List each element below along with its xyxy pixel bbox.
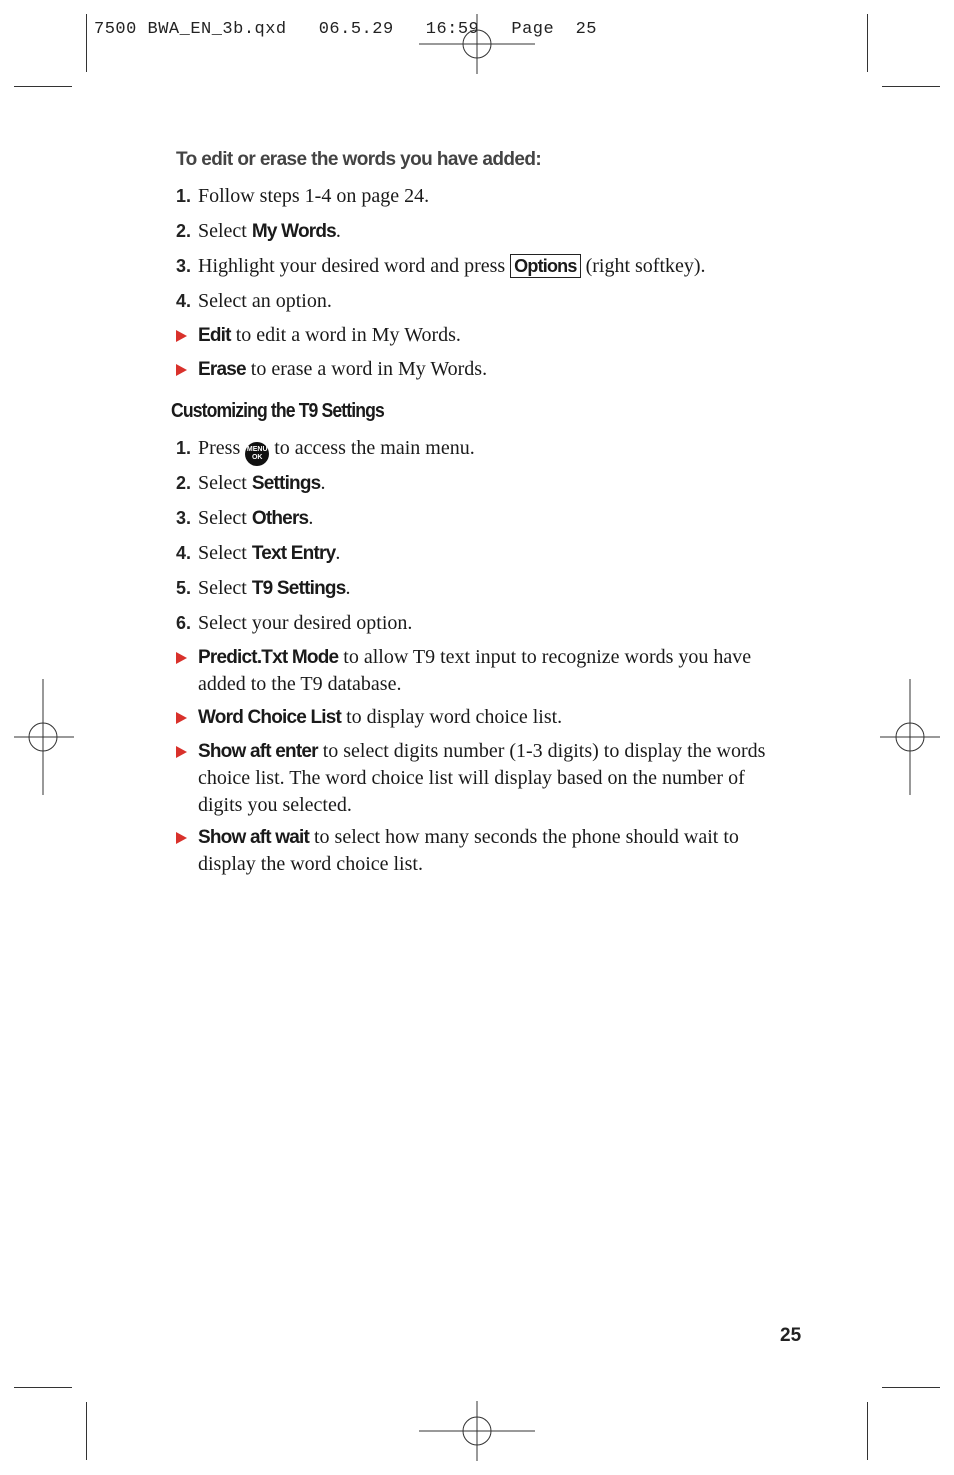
- step-number: 1.: [176, 186, 192, 206]
- menu-term: My Words: [251, 221, 336, 242]
- step-text: Select an option.: [198, 290, 332, 312]
- bullet-arrow-icon: [176, 832, 187, 844]
- menu-term: T9 Settings: [251, 578, 346, 599]
- step-row: 3. Highlight your desired word and press Options (right softkey).: [176, 253, 776, 280]
- menu-term: Text Entry: [251, 543, 336, 564]
- step-number: 4.: [176, 543, 192, 563]
- step-number: 1.: [176, 438, 192, 458]
- step-row: 6. Select your desired option.: [176, 610, 766, 637]
- bullet-item: Edit to edit a word in My Words.: [176, 322, 766, 349]
- step-row: 3. Select Others.: [176, 505, 766, 532]
- step-number: 5.: [176, 578, 192, 598]
- registration-mark-right: [880, 679, 940, 795]
- print-slug: 7500 BWA_EN_3b.qxd 06.5.29 16:59 Page 25: [94, 20, 597, 39]
- bullet-arrow-icon: [176, 330, 187, 342]
- bullet-arrow-icon: [176, 364, 187, 376]
- step-text: Select: [198, 220, 252, 242]
- step-row: 1. Press MENU OK to access the main menu.: [176, 435, 766, 466]
- step-number: 4.: [176, 291, 192, 311]
- option-term: Predict.Txt Mode: [198, 647, 339, 668]
- bullet-item: Word Choice List to display word choice list.: [176, 704, 766, 731]
- bullet-arrow-icon: [176, 712, 187, 724]
- menu-term: Settings: [251, 473, 321, 494]
- page-number: 25: [780, 1325, 802, 1346]
- bullet-arrow-icon: [176, 746, 187, 758]
- step-number: 6.: [176, 613, 192, 633]
- bullet-item: Predict.Txt Mode to allow T9 text input to recognize words you have added to the T9 database.: [176, 644, 766, 698]
- step-number: 3.: [176, 508, 192, 528]
- bullet-item: Show aft wait to select how many seconds the phone should wait to display the word choice list.: [176, 824, 766, 878]
- step-row: 5. Select T9 Settings.: [176, 575, 766, 602]
- menu-term: Others: [251, 508, 309, 529]
- step-row: 2. Select My Words.: [176, 218, 766, 245]
- bullet-item: Show aft enter to select digits number (1-3 digits) to display the words choice list. The word choice list will display based on the number of digits you selected.: [176, 738, 766, 819]
- step-number: 2.: [176, 473, 192, 493]
- section-heading-t9-settings: Customizing the T9 Settings: [171, 400, 384, 422]
- bullet-arrow-icon: [176, 652, 187, 664]
- option-term: Show aft enter: [198, 741, 318, 762]
- menu-ok-key-icon: MENU OK: [245, 442, 269, 466]
- step-text: Press: [198, 437, 246, 459]
- step-text: Follow steps 1-4 on page 24.: [198, 185, 430, 207]
- bullet-item: Erase to erase a word in My Words.: [176, 356, 766, 383]
- option-term: Word Choice List: [198, 707, 342, 728]
- step-row: 2. Select Settings.: [176, 470, 766, 497]
- step-row: [176, 288, 766, 315]
- options-softkey-label: Options: [510, 254, 580, 278]
- registration-mark-bottom: [419, 1401, 535, 1461]
- option-term: Show aft wait: [198, 827, 309, 848]
- registration-mark-left: [14, 679, 74, 795]
- option-term: Edit: [198, 325, 231, 346]
- step-row: [176, 183, 766, 210]
- step-number: 2.: [176, 221, 192, 241]
- step-text: Highlight your desired word and press: [198, 255, 511, 277]
- section-heading-edit-erase: To edit or erase the words you have added:: [176, 149, 542, 170]
- option-term: Erase: [198, 359, 246, 380]
- registration-mark-top: [419, 14, 535, 74]
- step-row: 4. Select Text Entry.: [176, 540, 766, 567]
- step-number: 3.: [176, 256, 192, 276]
